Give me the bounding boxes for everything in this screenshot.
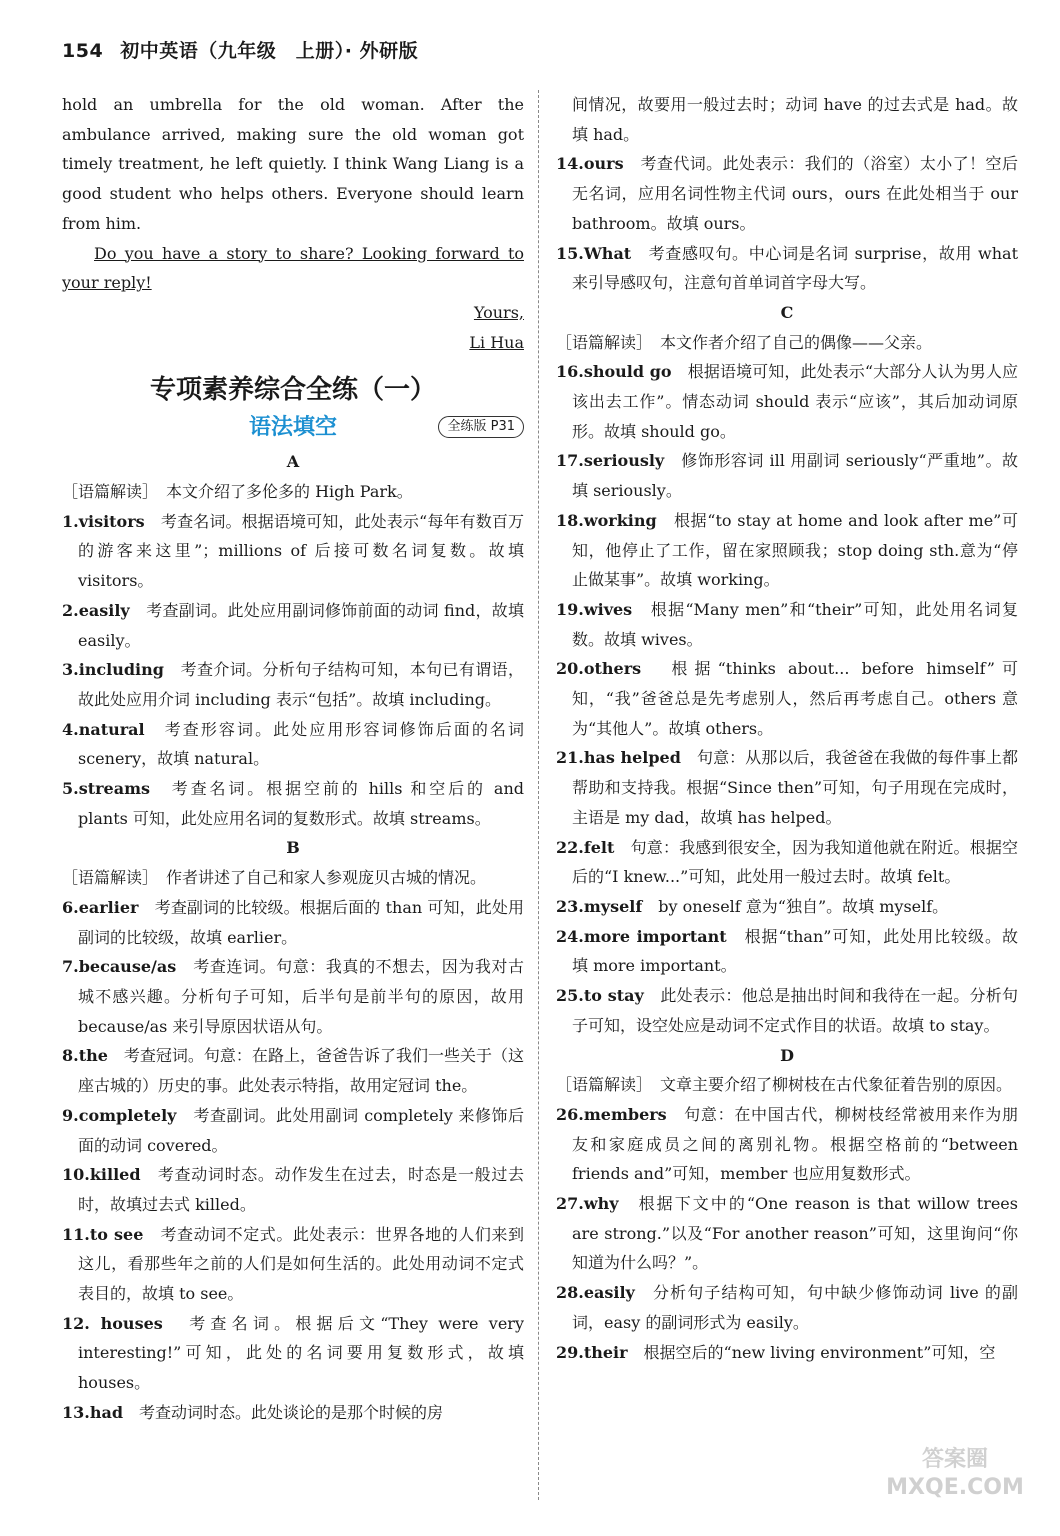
part-a-items [62, 507, 524, 834]
answer-item [62, 1101, 524, 1160]
answer-key: 18.working [556, 510, 657, 530]
answer-key: 23.myself [556, 896, 643, 916]
answer-item [556, 149, 1018, 238]
item-13-continuation: 间情况，故要用一般过去时；动词 have 的过去式是 had。故填 had。 [572, 95, 1018, 144]
answer-item [62, 1220, 524, 1309]
answer-key: 22.felt [556, 837, 615, 857]
answer-explanation: 考查连词。句意：我真的不想去，因为我对古城不感兴趣。分析句子可知，后半句是前半句的原因，故用 because/as 来引导原因状语从句。 [78, 957, 524, 1036]
answer-key: 17.seriously [556, 451, 665, 471]
answer-item [556, 654, 1018, 743]
answer-explanation: 考查介词。分析句子结构可知，本句已有谓语，故此处应用介词 including 表示“包括”。故填 including。 [78, 660, 524, 709]
part-b-items-continued [556, 149, 1018, 298]
part-c-heading: C [780, 302, 794, 322]
answer-key: 27.why [556, 1194, 619, 1214]
answer-item [62, 774, 524, 833]
answer-explanation: 考查形容词。此处应用形容词修饰后面的名词 scenery，故填 natural。 [78, 719, 524, 769]
section-title: 专项素养综合全练（一） [149, 375, 436, 406]
answer-item [556, 743, 1018, 832]
answer-key: 28.easily [556, 1283, 635, 1303]
answer-item [556, 595, 1018, 654]
book-title: 初中英语（九年级 上册）· 外研版 [120, 40, 419, 62]
answer-item [556, 357, 1018, 446]
part-b-intro: ［语篇解读］ 作者讲述了自己和家人参观庞贝古城的情况。 [62, 868, 487, 888]
answer-explanation: 分析句子结构可知，句中缺少修饰动词 live 的副词，easy 的副词形式为 easily。 [572, 1283, 1018, 1332]
answer-key: 19.wives [556, 599, 633, 619]
answer-key: 12. houses [62, 1313, 163, 1333]
page-header [62, 36, 1022, 72]
answer-key: 10.killed [62, 1165, 141, 1185]
answer-item [556, 981, 1018, 1040]
answer-explanation: 考查副词。此处用副词 completely 来修饰后面的动词 covered。 [78, 1105, 524, 1155]
closing-phrase: Yours, [473, 302, 524, 322]
answer-key: 5.streams [62, 779, 151, 799]
answer-explanation: 考查冠词。句意：在路上，爸爸告诉了我们一些关于（这座古城的）历史的事。此处表示特指，故用定冠词 the。 [78, 1046, 524, 1096]
answer-key: 29.their [556, 1342, 628, 1362]
answer-item [62, 596, 524, 655]
answer-key: 24.more important [556, 926, 727, 946]
answer-item [556, 1338, 1018, 1368]
letter-text [62, 90, 524, 357]
part-c-intro: ［语篇解读］ 本文作者介绍了自己的偶像——父亲。 [556, 332, 933, 352]
answer-key: 6.earlier [62, 897, 139, 917]
answer-explanation: 考查动词时态。此处谈论的是那个时候的房 [123, 1402, 444, 1422]
answer-explanation: 考查名词。根据后文“They were very interesting!”可知，此处的名词要用复数形式，故填 houses。 [78, 1313, 524, 1393]
answer-explanation: 根据空后的“new living environment”可知，空 [627, 1342, 996, 1362]
answer-explanation: 根据“than”可知，此处用比较级。故填 more important。 [572, 926, 1018, 976]
answer-key: 7.because/as [62, 957, 177, 977]
answer-explanation: 根据“thinks about... before himself”可知，“我”爸爸总是先考虑别人，然后再考虑自己。others 意为“其他人”。故填 others。 [572, 659, 1018, 738]
watermark-logo: 答案圈 MXQE.COM [886, 1447, 1024, 1500]
answer-item [62, 1398, 524, 1428]
answer-explanation: 句意：在中国古代，柳树枝经常被用来作为朋友和家庭成员之间的离别礼物。根据空格前的“between friends and”可知，member 也应用复数形式。 [572, 1104, 1018, 1184]
answer-item [62, 655, 524, 714]
answer-key: 26.members [556, 1104, 667, 1124]
answer-item [556, 1100, 1018, 1189]
answer-key: 16.should go [556, 362, 672, 382]
answer-explanation: 考查副词的比较级。根据后面的 than 可知，此处用副词的比较级，故填 earlier。 [78, 897, 524, 947]
answer-explanation: 考查名词。根据语境可知，此处表示“每年有数百万的游客来这里”；millions of 后接可数名词复数。故填 visitors。 [78, 511, 524, 591]
answer-item [556, 892, 1018, 922]
column-divider [538, 90, 539, 1500]
answer-key: 13.had [62, 1402, 124, 1422]
part-d-intro: ［语篇解读］ 文章主要介绍了柳树枝在古代象征着告别的原因。 [556, 1075, 1013, 1095]
answer-key: 1.visitors [62, 511, 145, 531]
answer-explanation: 此处表示：他总是抽出时间和我待在一起。分析句子可知，设空处应是动词不定式作目的状语。故填 to stay。 [572, 986, 1018, 1035]
answer-key: 25.to stay [556, 986, 644, 1006]
left-column [62, 90, 524, 1428]
part-a-heading: A [286, 452, 300, 472]
answer-explanation: 考查动词不定式。此处表示：世界各地的人们来到这儿，看那些年之前的人们是如何生活的。此处用动词不定式表目的，故填 to see。 [78, 1224, 524, 1304]
answer-item [62, 715, 524, 774]
answer-key: 15.What [556, 243, 632, 263]
answer-explanation: 考查感叹句。中心词是名词 surprise，故用 what 来引导感叹句，注意句首单词首字母大写。 [572, 243, 1018, 293]
answer-item [556, 446, 1018, 505]
answer-item [556, 1189, 1018, 1278]
answer-item [62, 893, 524, 952]
answer-explanation: 根据“Many men”和“their”可知，此处用名词复数。故填 wives。 [572, 599, 1018, 649]
answer-explanation: 根据下文中的“One reason is that willow trees are strong.”以及“For another reason”可知，这里询问“你知道为什么吗？”。 [572, 1194, 1018, 1273]
answer-key: 8.the [62, 1046, 108, 1066]
answer-item [556, 922, 1018, 981]
answer-explanation: 修饰形容词 ill 用副词 seriously“严重地”。故填 seriously。 [572, 451, 1018, 501]
answer-key: 4.natural [62, 719, 145, 739]
answer-key: 20.others [556, 659, 642, 679]
answer-key: 3.including [62, 660, 164, 680]
answer-explanation: 考查动词时态。动作发生在过去，时态是一般过去时，故填过去式 killed。 [78, 1165, 524, 1214]
part-b-items [62, 893, 524, 1428]
part-d-items [556, 1100, 1018, 1367]
letter-paragraph-2-text: Do you have a story to share? Looking forward to your reply! [62, 243, 524, 293]
part-d-heading: D [780, 1045, 794, 1065]
subsection-row [62, 413, 524, 447]
answer-item [556, 1278, 1018, 1337]
answer-key: 2.easily [62, 600, 130, 620]
answer-explanation: 句意：从那以后，我爸爸在我做的每件事上都帮助和支持我。根据“Since then”可知，句子用现在完成时，主语是 my dad，故填 has helped。 [572, 748, 1018, 827]
answer-item [556, 833, 1018, 892]
letter-paragraph-1: hold an umbrella for the old woman. After the ambulance arrived, making sure the old woman got timely treatment, he left quietly. I think Wang Liang is a good student who helps others. Everyone should learn from him. [62, 95, 524, 233]
answer-explanation: by oneself 意为“独自”。故填 myself。 [642, 896, 949, 916]
answer-item [556, 506, 1018, 595]
part-c-items [556, 357, 1018, 1040]
part-b-heading: B [286, 838, 300, 858]
answer-item [62, 1309, 524, 1398]
answer-explanation: 句意：我感到很安全，因为我知道他就在附近。根据空后的“I knew...”可知，此处用一般过去时。故填 felt。 [572, 837, 1018, 887]
subsection-title: 语法填空 [248, 415, 337, 441]
answer-key: 9.completely [62, 1105, 177, 1125]
page-number: 154 [62, 40, 104, 62]
answer-item [62, 1160, 524, 1219]
answer-item [62, 507, 524, 596]
answer-item [556, 239, 1018, 298]
letter-closing [62, 298, 524, 357]
answer-key: 21.has helped [556, 748, 681, 768]
answer-key: 11.to see [62, 1224, 144, 1244]
part-a-intro: ［语篇解读］ 本文介绍了多伦多的 High Park。 [62, 482, 413, 502]
answer-item [62, 1041, 524, 1100]
right-column [556, 90, 1018, 1367]
reference-tag: 全练版 P31 [438, 416, 524, 438]
answer-explanation: 考查名词。根据空前的 hills 和空后的 and plants 可知，此处应用名词的复数形式。故填 streams。 [78, 779, 524, 828]
answer-key: 14.ours [556, 154, 624, 174]
signature: Li Hua [469, 332, 524, 352]
answer-explanation: 根据语境可知，此处表示“大部分人认为男人应该出去工作”。情态动词 should 表示“应该”，其后加动词原形。故填 should go。 [572, 362, 1018, 441]
answer-explanation: 考查副词。此处应用副词修饰前面的动词 find，故填 easily。 [78, 600, 524, 650]
answer-explanation: 考查代词。此处表示：我们的（浴室）太小了！空后无名词，应用名词性物主代词 ours，ours 在此处相当于 our bathroom。故填 ours。 [572, 154, 1018, 233]
answer-explanation: 根据“to stay at home and look after me”可知，他停止了工作，留在家照顾我；stop doing sth.意为“停止做某事”。故填 working。 [572, 510, 1018, 590]
answer-item [62, 952, 524, 1041]
letter-paragraph-2 [62, 239, 524, 298]
